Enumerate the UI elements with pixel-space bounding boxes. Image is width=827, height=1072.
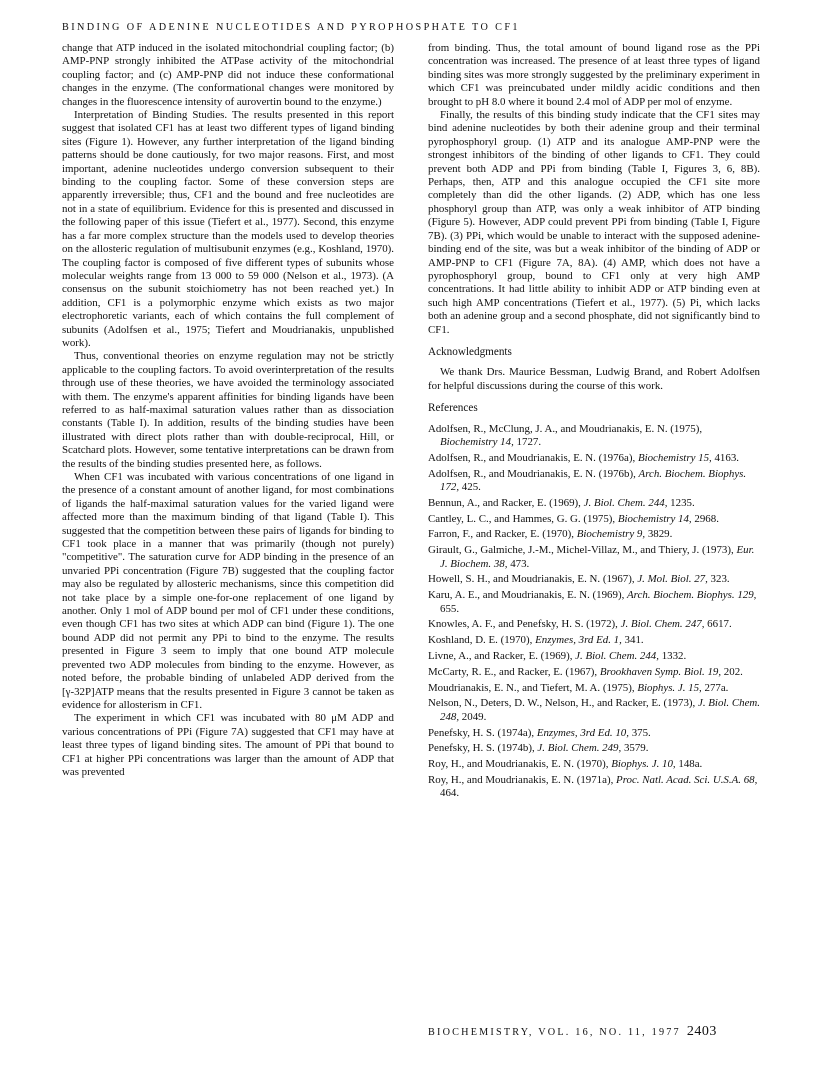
reference-item: Cantley, L. C., and Hammes, G. G. (1975), Biochemistry 14, 2968. [428,512,719,525]
reference-item: Moudrianakis, E. N., and Tiefert, M. A. (1975), Biophys. J. 15, 277a. [428,681,729,694]
reference-item: Nelson, N., Deters, D. W., Nelson, H., and Racker, E. (1973), J. Biol. Chem. 248, 2049. [428,697,760,723]
reference-item: Roy, H., and Moudrianakis, E. N. (1970), Biophys. J. 10, 148a. [428,758,703,771]
reference-item: Adolfsen, R., McClung, J. A., and Moudrianakis, E. N. (1975), Biochemistry 14, 1727. [428,422,703,448]
references-heading: References [428,402,478,415]
reference-item: Roy, H., and Moudrianakis, E. N. (1971a), Proc. Natl. Acad. Sci. U.S.A. 68, 464. [428,773,758,800]
paragraph: from binding. Thus, the total amount of bound ligand rose as the PPi concentration was increased. The presence of at least three types of ligand binding sites was more strongly suggested by the preliminary experiment in which CF1 was preincubated under mildly acidic conditions and then brought to pH 8.0 where it bound 2.4 mol of ADP per mol of enzyme. [428,42,760,108]
paragraph: When CF1 was incubated with various concentrations of one ligand in the presence of a constant amount of another ligand, for most combinations of ligands the half-maximal saturation values for the varied ligand were affected more than the maximum binding of that ligand (Table I). This suggested that the competition between these pairs of ligands for binding to CF1 took place in a manner that was primarily (though not purely) "competitive". The saturation curve for ADP binding in the presence of an unvaried PPi concentration (Figure 7B) suggested that the coupling factor may also be regulated by allosteric mechanisms, since this competition did not take place by a simple one-for-one replacement of one ligand by another. Only 1 mol of ADP bound per mol of CF1 under these conditions, even though CF1 has two sites at which ADP can bind (Figure 1). The one bound ADP did not permit any PPi to bind to the enzyme. The results presented in Figure 3 seem to imply that one bound ATP molecule prevented two ADP molecules from binding to the enzyme. However, as noted before, the probable binding of unlabeled ADP derived from the [γ-32P]ATP means that the results presented in Figure 3 cannot be taken as evidence for allosterism in CF1. [62,471,394,711]
reference-item: Adolfsen, R., and Moudrianakis, E. N. (1976b), Arch. Biochem. Biophys. 172, 425. [428,467,747,493]
reference-item: Karu, A. E., and Moudrianakis, E. N. (1969), Arch. Biochem. Biophys. 129, 655. [428,589,757,615]
reference-item: McCarty, R. E., and Racker, E. (1967), Brookhaven Symp. Biol. 19, 202. [428,665,743,678]
left-column [62,42,394,779]
acknowledgments-section [428,366,760,393]
paragraph: change that ATP induced in the isolated mitochondrial coupling factor; (b) AMP-PNP strongly inhibited the ATPase activity of the mitochondrial coupling factor; and (c) AMP-PNP did not induce these conformational changes in the enzyme. (The conformational changes were monitored by changes in the fluorescence intensity of aurovertin bound to the enzyme.) [62,42,394,108]
reference-item: Girault, G., Galmiche, J.-M., Michel-Villaz, M., and Thiery, J. (1973), Eur. J. Biochem. 38, 473. [428,544,755,570]
reference-list [428,423,760,801]
paragraph: Interpretation of Binding Studies. The results presented in this report suggest that isolated CF1 has at least two different types of ligand binding sites (Figure 1). However, any further interpretation of the ligand binding patterns should be done cautiously, for two major reasons. First, and most important, adenine nucleotides undergo conversion subsequent to their binding to the coupling factor. Some of these conversion steps are apparently irreversible; thus, CF1 and the bound and free nucleotides are not in a state of equilibrium. Evidence for this is presented and discussed in the following paper of this issue (Tiefert et al., 1977). Second, this enzyme has a far more complex structure than the models used to develop theories on the allosteric regulation of multisubunit enzymes (e.g., Koshland, 1970). The coupling factor is composed of five different types of subunits whose molecular weights range from 13 000 to 59 000 (Nelson et al., 1973). (A consensus on the subunit stoichiometry has not been reached yet.) In addition, CF1 is a polymorphic enzyme which exists as two major electrophoretic variants, each of which contains the full complement of subunits (Adolfsen et al., 1975; Tiefert and Moudrianakis, unpublished work). [62,109,394,349]
reference-item: Farron, F., and Racker, E. (1970), Biochemistry 9, 3829. [428,528,673,541]
reference-item: Livne, A., and Racker, E. (1969), J. Biol. Chem. 244, 1332. [428,649,687,662]
acknowledgments-heading: Acknowledgments [428,345,512,358]
paragraph: Thus, conventional theories on enzyme regulation may not be strictly applicable to the coupling factors. To avoid overinterpretation of the results through use of these theories, we have avoided the terminology associated with them. The enzyme's apparent affinities for binding ligands have been referred to as half-maximal saturation values rather than as dissociation constants (Table I). In addition, results of the binding studies have been illustrated with direct plots rather than with double-reciprocal, Hill, or Scatchard plots. However, some tentative interpretations can be drawn from the results of the binding studies presented here, as follows. [62,350,394,470]
reference-item: Howell, S. H., and Moudrianakis, E. N. (1967), J. Mol. Biol. 27, 323. [428,573,730,586]
reference-item: Knowles, A. F., and Penefsky, H. S. (1972), J. Biol. Chem. 247, 6617. [428,618,732,631]
reference-item: Adolfsen, R., and Moudrianakis, E. N. (1976a), Biochemistry 15, 4163. [428,451,739,464]
page-number: 2403 [686,1024,717,1039]
journal-citation: BIOCHEMISTRY, VOL. 16, NO. 11, 1977 [428,1027,681,1038]
reference-item: Penefsky, H. S. (1974b), J. Biol. Chem. 249, 3579. [428,742,649,755]
right-column [428,42,760,803]
paragraph: The experiment in which CF1 was incubated with 80 μM ADP and various concentrations of PPi (Figure 7A) suggested that CF1 may have at least three types of ligand binding sites. The amount of PPi that bound to CF1 at higher PPi concentrations was larger than the amount of ADP that was prevented [62,712,394,778]
paragraph: Finally, the results of this binding study indicate that the CF1 sites may bind adenine nucleotides by both their adenine group and their terminal pyrophosphoryl group. (1) ATP and its analogue AMP-PNP were the strongest inhibitors of the binding of other ligands to CF1. They could prevent both ADP and PPi from binding (Table I, Figures 3, 6, 8B). Perhaps, then, ATP and this analogue occupied the CF1 site more completely than did the other ligands. (2) ADP, which has one less phosphoryl group than ATP, was only a weak inhibitor of ATP binding (Figure 5). However, ADP could prevent PPi from binding (Table I, Figure 7B). (3) PPi, which would be unable to interact with the supposed adenine-binding end of the site, was but a weak inhibitor of the binding of ADP or AMP-PNP to CF1 (Figure 7A, 8A). (4) AMP, which does not have a pyrophosphoryl group, bound to CF1 only at very high AMP concentrations. It had little ability to inhibit ADP or ATP binding even at such high AMP concentrations (Tiefert et al., 1977). (5) Pi, which lacks both an adenine group and a second phosphate, did not significantly bind to CF1. [428,109,760,336]
reference-item: Bennun, A., and Racker, E. (1969), J. Biol. Chem. 244, 1235. [428,496,695,509]
acknowledgments-text: We thank Drs. Maurice Bessman, Ludwig Brand, and Robert Adolfsen for helpful discussions during the course of this work. [428,366,760,392]
reference-item: Koshland, D. E. (1970), Enzymes, 3rd Ed. 1, 341. [428,634,644,647]
page-footer [428,1024,762,1040]
running-head: BINDING OF ADENINE NUCLEOTIDES AND PYROPHOSPHATE TO CF1 [62,22,520,33]
reference-item: Penefsky, H. S. (1974a), Enzymes, 3rd Ed. 10, 375. [428,726,651,739]
